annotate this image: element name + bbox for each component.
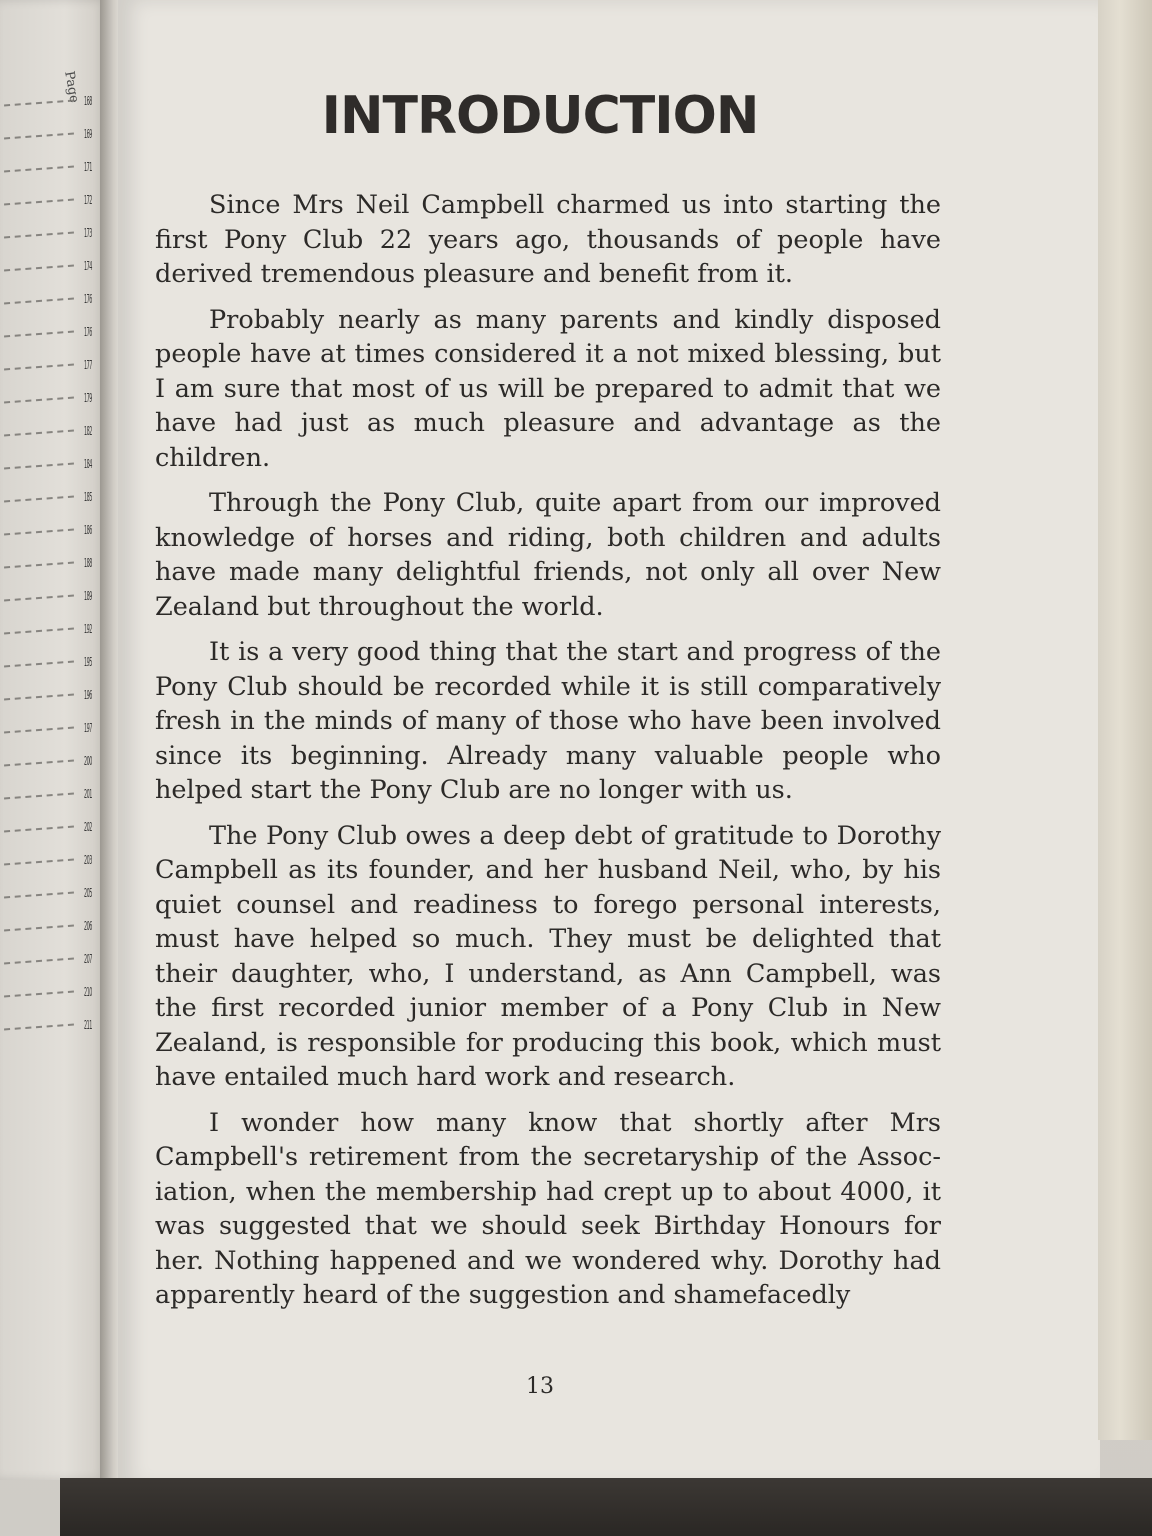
body-text [155, 188, 941, 1324]
paragraph: I wonder how many know that shortly after Mrs Campbell's retirement from the secretaryship of the Association, when the membership had crept up to about 4000, it was suggested that we should seek Birthday Honours for her. Nothing happened and we wondered why. Dorothy had apparently heard of the suggestion and shamefacedly [155, 1107, 941, 1310]
contents-page-number: 188 [84, 556, 92, 570]
page-title: INTRODUCTION [321, 86, 759, 146]
contents-page-number: 201 [84, 787, 92, 801]
dot-leader [4, 925, 74, 932]
paragraph: Probably nearly as many parents and kindly disposed people have at times considered it a not mixed blessing, but I am sure that most of us will be prepared to admit that we have had just as much pleasure and advantage as the children. [155, 304, 941, 473]
contents-row [0, 422, 112, 455]
contents-page-number: 176 [84, 292, 92, 306]
contents-row [0, 587, 112, 620]
contents-page-number: 169 [84, 127, 92, 141]
dot-leader [4, 562, 74, 569]
dot-leader [4, 232, 74, 239]
contents-page-header: Page [61, 70, 82, 105]
contents-row [0, 620, 112, 653]
contents-page-number: 184 [84, 457, 92, 471]
paragraph: It is a very good thing that the start and progress of the Pony Club should be recorded while it is still comparatively fresh in the minds of many of those who have been involved since its beginning. Already many valuable people who helped start the Pony Club are no longer with us. [155, 637, 941, 805]
dot-leader [4, 298, 74, 305]
contents-row [0, 125, 112, 158]
dot-leader [4, 826, 74, 833]
contents-page-number: 176 [84, 325, 92, 339]
contents-page-number: 173 [84, 226, 92, 240]
left-facing-page [0, 0, 108, 1480]
paragraph: Since Mrs Neil Campbell charmed us into starting the first Pony Club 22 years ago, thousands of people have derived tremendous pleasure and benefit from it. [155, 190, 941, 289]
dot-leader [4, 397, 74, 404]
paragraph: Through the Pony Club, quite apart from our improved knowledge of horses and riding, both children and adults have made many delightful friends, not only all over New Zealand but throughout the world. [155, 488, 941, 622]
dot-leader [4, 364, 74, 371]
dot-leader [4, 793, 74, 800]
contents-row [0, 488, 112, 521]
dot-leader [4, 760, 74, 767]
dot-leader [4, 100, 74, 107]
contents-page-number: 171 [84, 160, 92, 174]
page-edges [1098, 0, 1152, 1440]
dot-leader [4, 529, 74, 536]
contents-row [0, 158, 112, 191]
contents-page-number: 200 [84, 754, 92, 768]
contents-row [0, 851, 112, 884]
contents-page-number: 185 [84, 490, 92, 504]
dot-leader [4, 892, 74, 899]
contents-row [0, 455, 112, 488]
dot-leader [4, 166, 74, 173]
contents-row [0, 92, 112, 125]
contents-page-number: 177 [84, 358, 92, 372]
contents-row [0, 257, 112, 290]
contents-page-number: 203 [84, 853, 92, 867]
contents-row [0, 719, 112, 752]
contents-page-number: 192 [84, 622, 92, 636]
contents-row [0, 521, 112, 554]
dot-leader [4, 958, 74, 965]
contents-row [0, 983, 112, 1016]
dot-leader [4, 595, 74, 602]
contents-row [0, 554, 112, 587]
dot-leader [4, 661, 74, 668]
contents-page-number: 197 [84, 721, 92, 735]
dot-leader [4, 463, 74, 470]
dot-leader [4, 331, 74, 338]
contents-row [0, 917, 112, 950]
contents-row [0, 1016, 112, 1049]
dot-leader [4, 133, 74, 140]
contents-page-number: 182 [84, 424, 92, 438]
book-cover-edge [60, 1478, 1152, 1536]
contents-row [0, 290, 112, 323]
contents-page-number: 172 [84, 193, 92, 207]
contents-row [0, 752, 112, 785]
contents-page-number: 202 [84, 820, 92, 834]
contents-page-number: 189 [84, 589, 92, 603]
contents-page-number: 179 [84, 391, 92, 405]
contents-row [0, 818, 112, 851]
contents-page-number: 168 [84, 94, 92, 108]
dot-leader [4, 265, 74, 272]
dot-leader [4, 1024, 74, 1031]
contents-row [0, 224, 112, 257]
dot-leader [4, 430, 74, 437]
dot-leader [4, 496, 74, 503]
contents-page-number: 205 [84, 886, 92, 900]
dot-leader [4, 199, 74, 206]
dot-leader [4, 859, 74, 866]
dot-leader [4, 727, 74, 734]
contents-page-number: 174 [84, 259, 92, 273]
contents-row [0, 356, 112, 389]
page-number: 13 [526, 1374, 554, 1399]
contents-row [0, 785, 112, 818]
contents-page-number: 195 [84, 655, 92, 669]
contents-row [0, 884, 112, 917]
contents-row [0, 389, 112, 422]
dot-leader [4, 628, 74, 635]
dot-leader [4, 694, 74, 701]
contents-row [0, 653, 112, 686]
dot-leader [4, 991, 74, 998]
paragraph: The Pony Club owes a deep debt of gratitude to Dorothy Campbell as its founder, and her husband Neil, who, by his quiet counsel and readiness to forego personal interests, must have helped so much. They must be delighted that their daughter, who, I understand, as Ann Campbell, was the first recorded junior member of a Pony Club in New Zealand, is responsible for producing this book, which must have entailed much hard work and research. [155, 820, 941, 1092]
contents-row [0, 191, 112, 224]
contents-page-number: 207 [84, 952, 92, 966]
contents-page-number: 196 [84, 688, 92, 702]
contents-row [0, 686, 112, 719]
contents-page-number: 206 [84, 919, 92, 933]
contents-page-number: 211 [84, 1018, 92, 1032]
contents-page-number: 186 [84, 523, 92, 537]
contents-row [0, 950, 112, 983]
contents-row [0, 323, 112, 356]
contents-list [0, 92, 112, 1049]
contents-page-number: 210 [84, 985, 92, 999]
